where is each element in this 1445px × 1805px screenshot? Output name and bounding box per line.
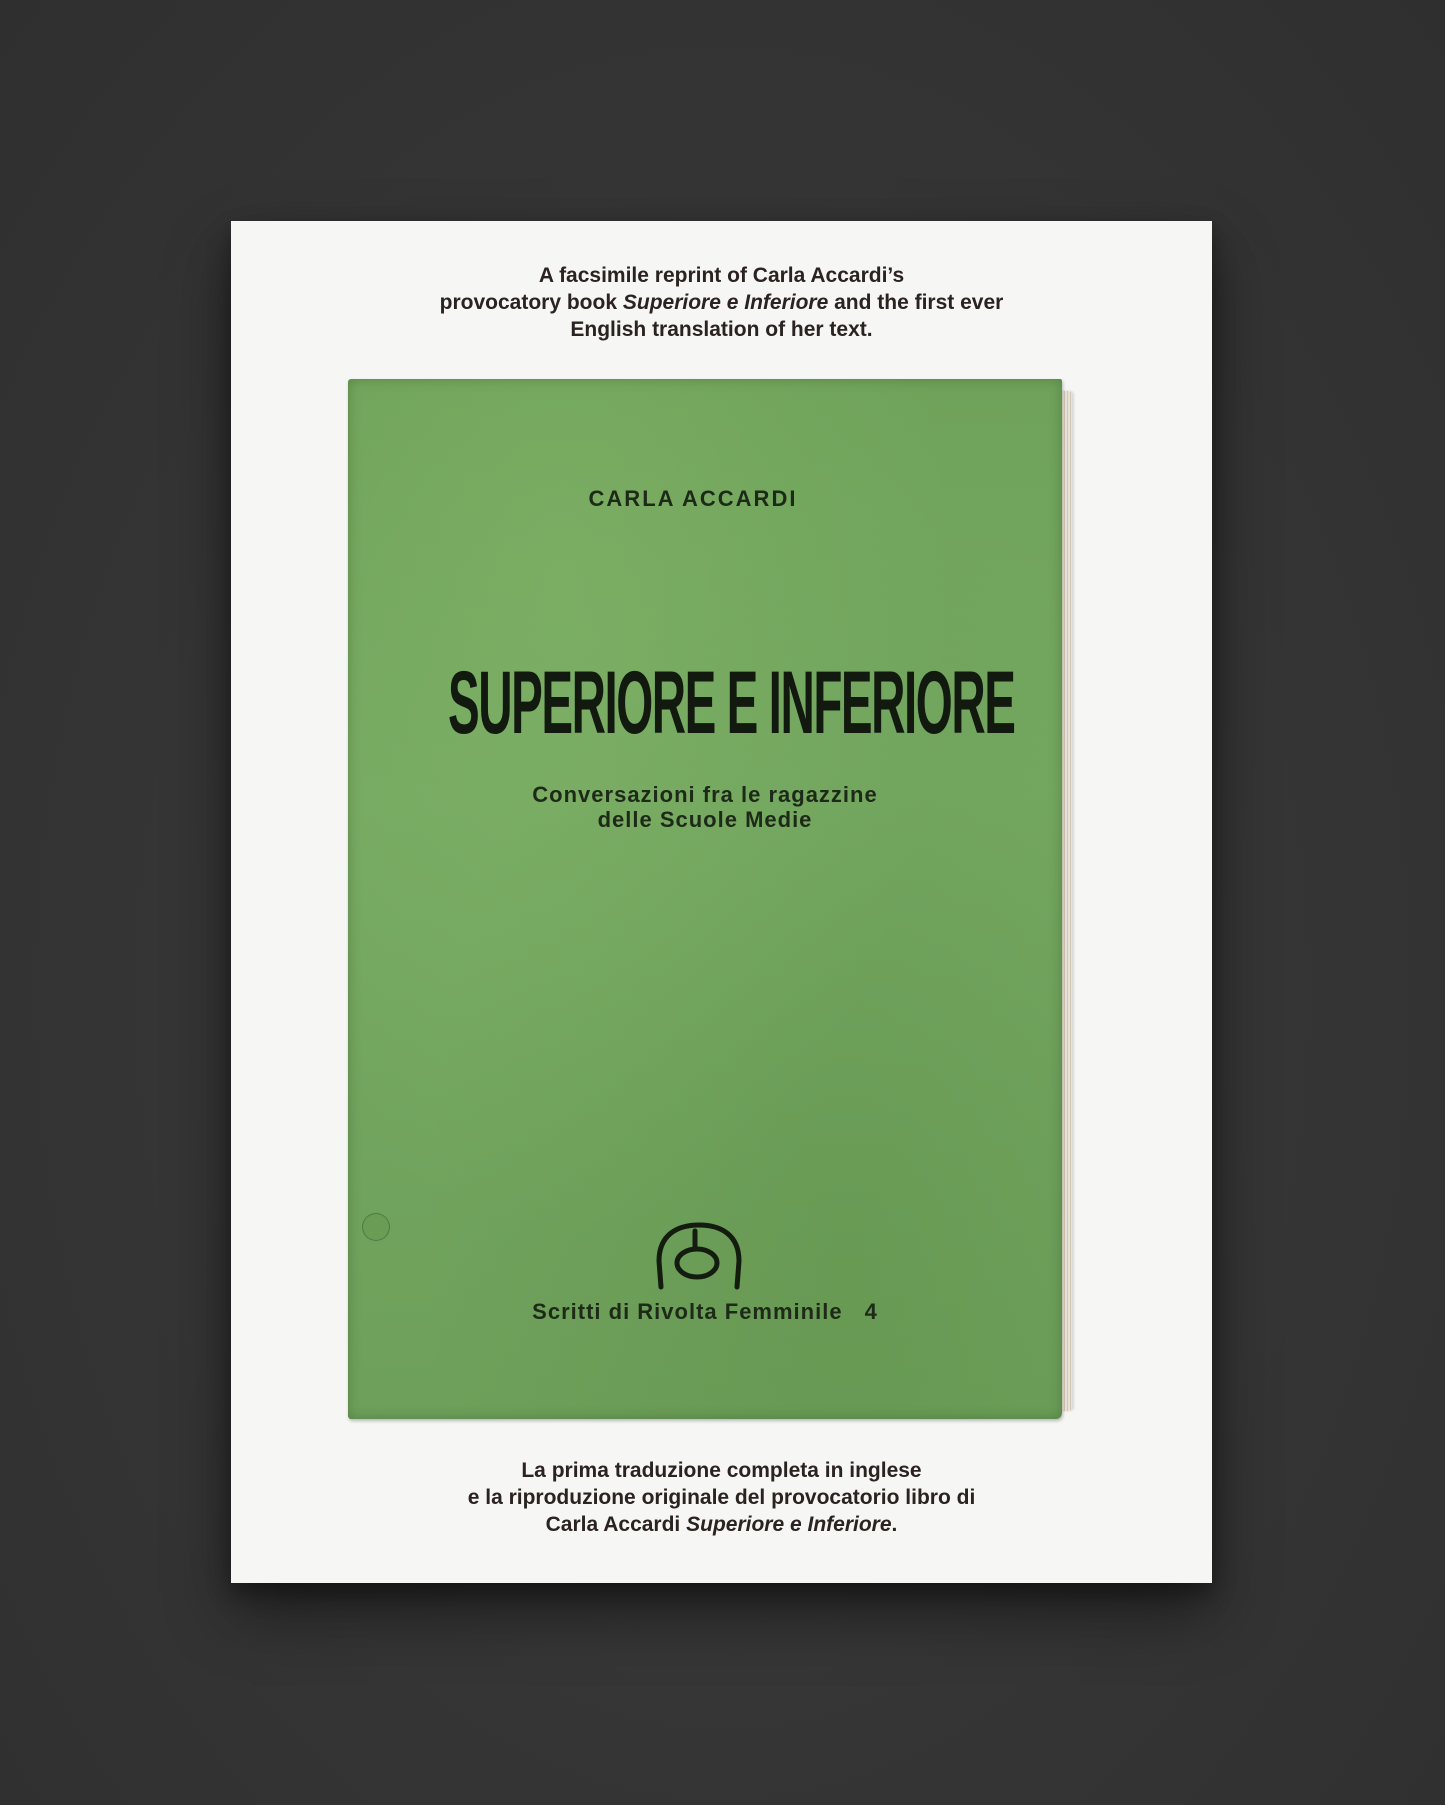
english-blurb-line-2-end: and the first ever: [828, 291, 1004, 314]
rivolta-femminile-logo-icon: [651, 1221, 747, 1293]
cover-subtitle: [348, 782, 1062, 832]
cover-series-name: Scritti di Rivolta Femminile: [532, 1299, 843, 1324]
italian-blurb-line-3-end: .: [891, 1513, 898, 1536]
cover-punch-hole: [362, 1213, 390, 1241]
english-blurb: [231, 262, 1212, 343]
cover-series: [348, 1299, 1062, 1325]
italian-blurb-line-2: e la riproduzione originale del provocatorio libro di: [467, 1486, 976, 1509]
english-blurb-line-1: A facsimile reprint of Carla Accardi’s: [538, 264, 905, 287]
english-blurb-book-title: Superiore e Inferiore: [622, 291, 829, 314]
cover-author: CARLA ACCARDI: [588, 486, 798, 511]
cover-series-number: 4: [864, 1299, 878, 1324]
cover-title: SUPERIORE E INFERIORE: [447, 652, 1015, 752]
english-blurb-line-3: English translation of her text.: [570, 318, 873, 341]
cover-subtitle-line-1: Conversazioni fra le ragazzine: [532, 782, 878, 807]
english-blurb-line-2: [231, 289, 1212, 316]
book-cover: [348, 379, 1062, 1419]
italian-blurb-book-title: Superiore e Inferiore: [686, 1513, 892, 1536]
italian-blurb-line-3-start: Carla Accardi: [545, 1513, 687, 1536]
book-photo: [348, 379, 1083, 1422]
english-blurb-line-2-start: provocatory book: [439, 291, 623, 314]
italian-blurb: [231, 1457, 1212, 1538]
poster-card: [231, 221, 1212, 1583]
italian-blurb-line-3: [231, 1511, 1212, 1538]
italian-blurb-line-1: La prima traduzione completa in inglese: [521, 1459, 922, 1482]
cover-subtitle-line-2: delle Scuole Medie: [597, 807, 813, 832]
